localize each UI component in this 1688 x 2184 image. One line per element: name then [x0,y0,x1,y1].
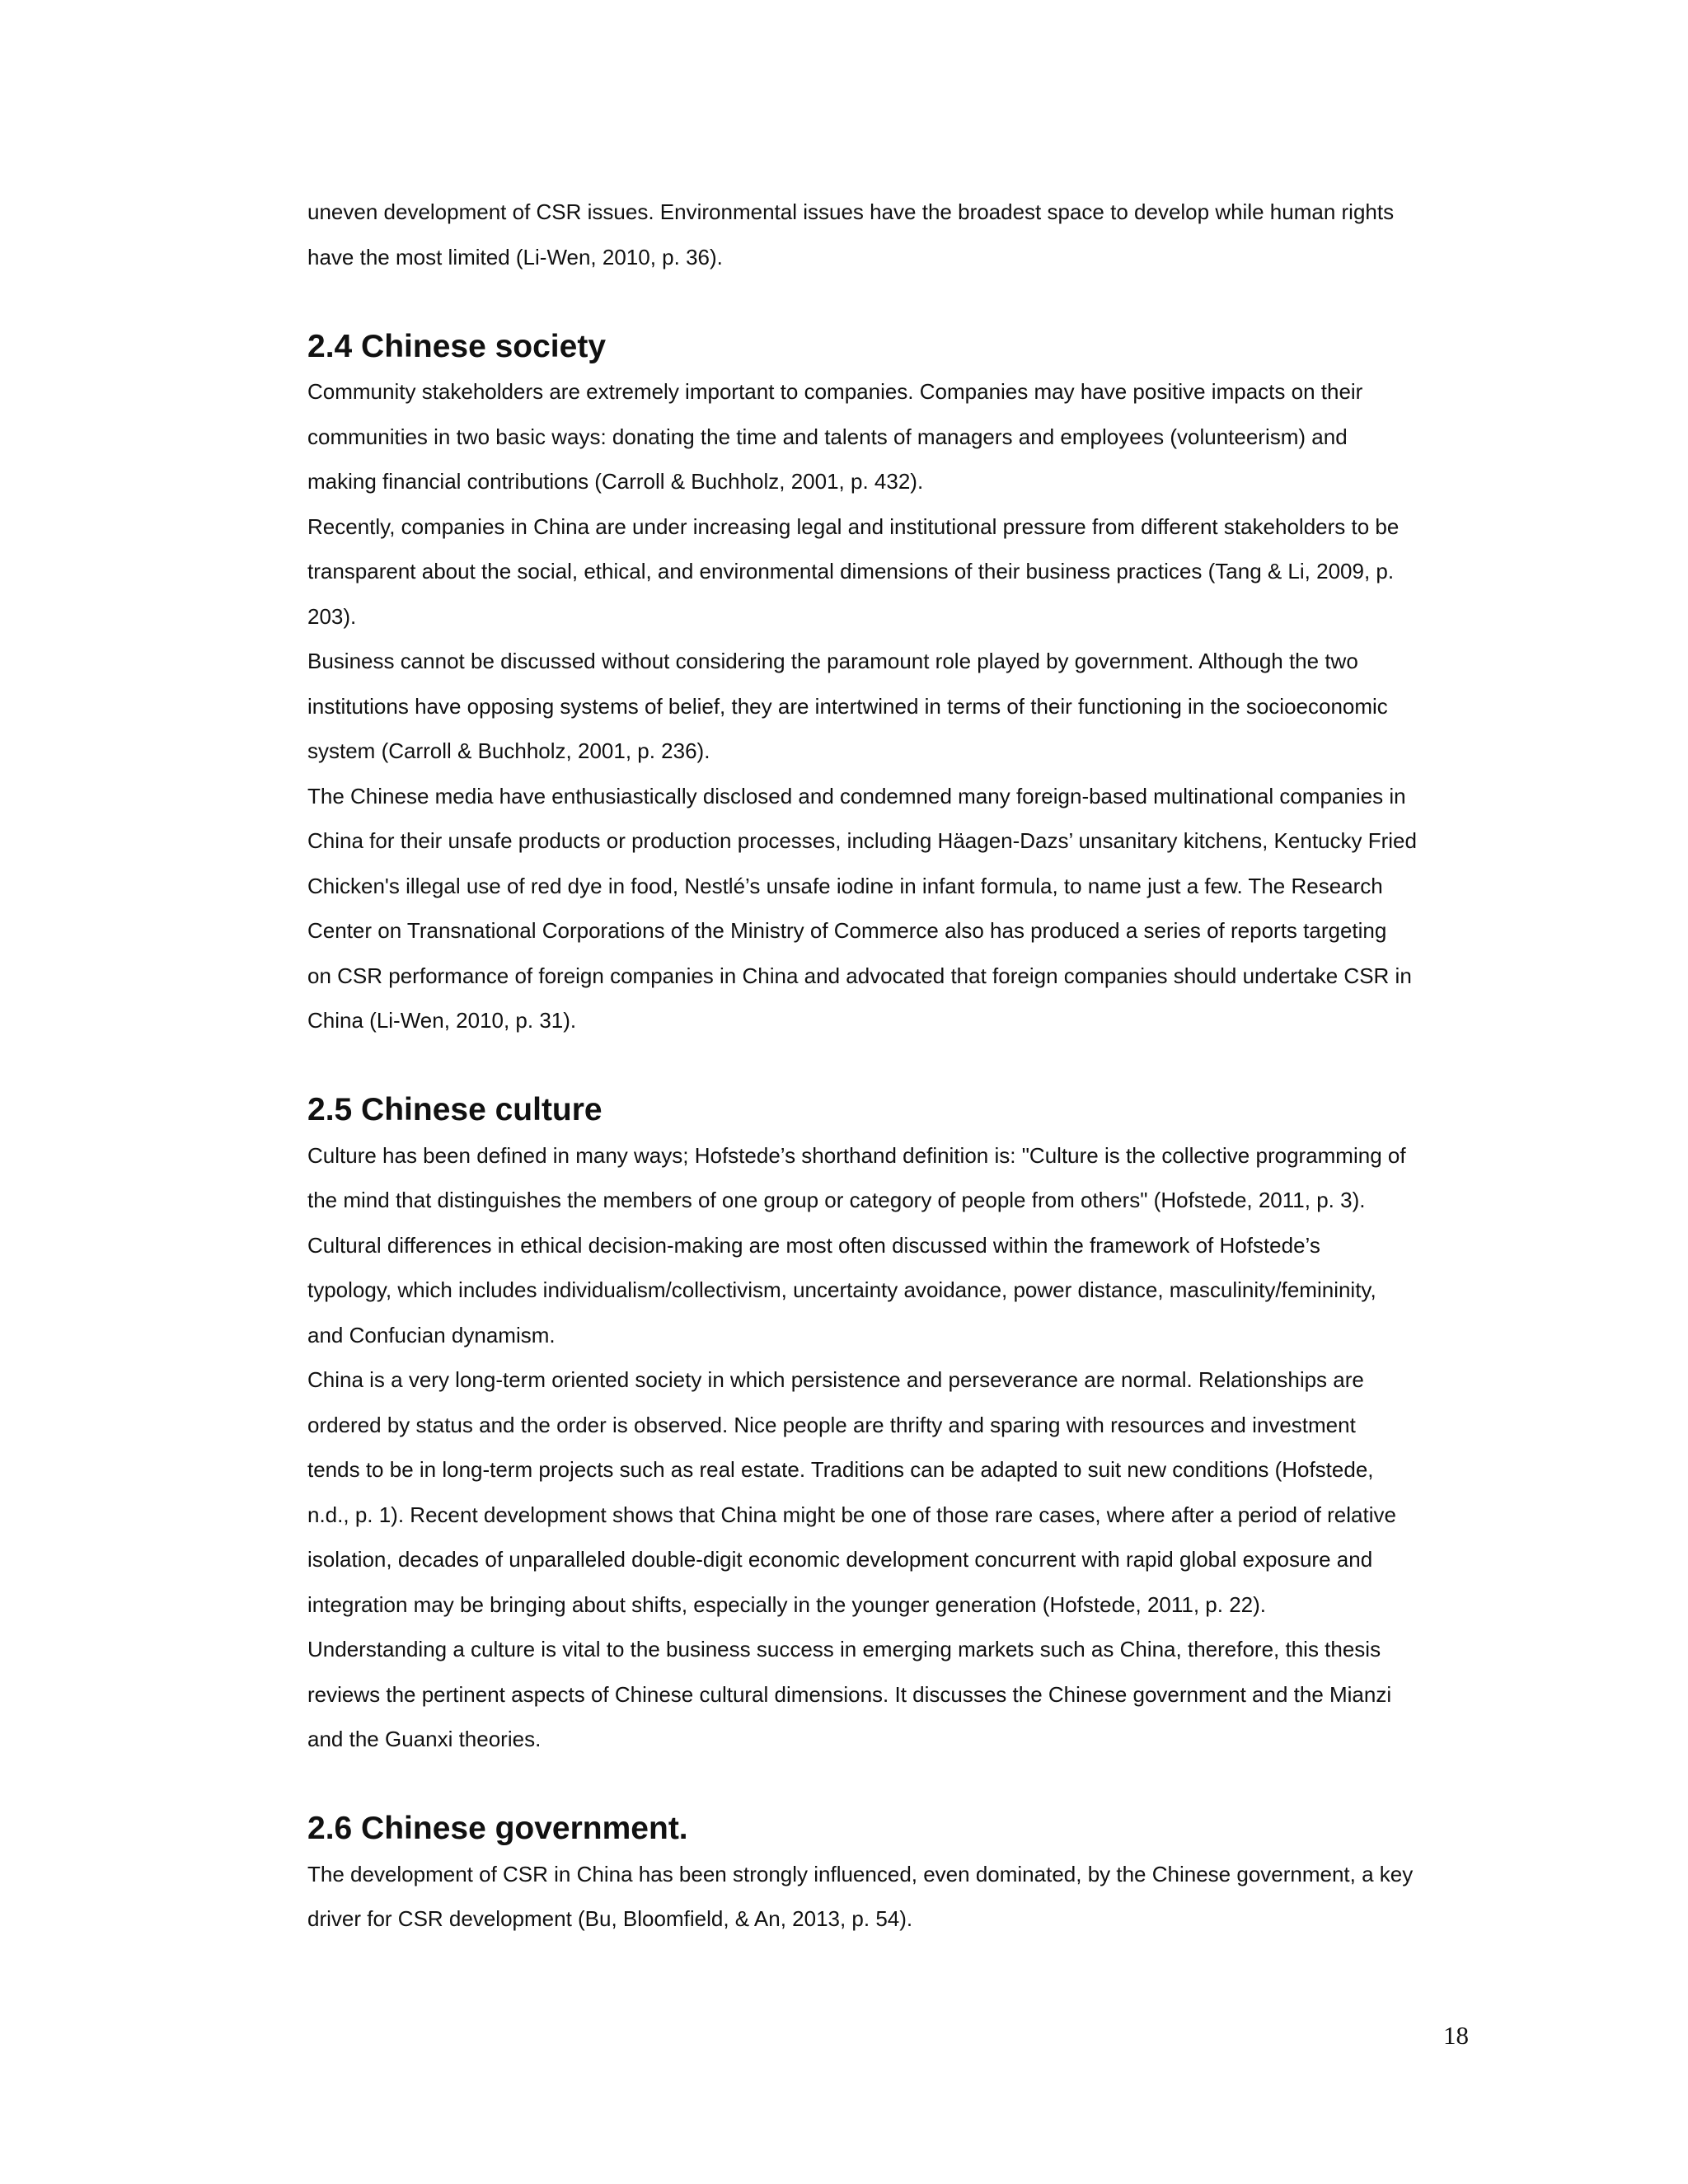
section-spacer [307,1043,1478,1089]
section-chinese-government [307,1807,1478,1942]
opening-paragraph: uneven development of CSR issues. Environmental issues have the broadest space to develop while human rights have the most limited (Li-Wen, 2010, p. 36). [307,199,1395,269]
paragraph-cultural-dimensions: Understanding a culture is vital to the business success in emerging markets such as China, therefore, this thesis reviews the pertinent aspects of Chinese cultural dimensions. It discusses the Chinese government and the Mianzi and the Guanxi theories. [307,1637,1392,1751]
section-chinese-culture [307,1088,1478,1762]
paragraph-government-influence: The development of CSR in China has been strongly influenced, even dominated, by the Chinese government, a key driver for CSR development (Bu, Bloomfield, & An, 2013, p. 54). [307,1861,1414,1931]
paragraph-chinese-media: The Chinese media have enthusiastically disclosed and condemned many foreign-based multinational companies in China for their unsafe products or production processes, including Häagen-Dazs’ unsanitary kitchens, Kentucky Fried Chicken's illegal use of red dye in food, Nestlé’s unsafe iodine in infant formula, to name just a few. The Research Center on Transnational Corporations of the Ministry of Commerce also has produced a series of reports targeting on CSR performance of foreign companies in China and advocated that foreign companies should undertake CSR in China (Li-Wen, 2010, p. 31). [307,783,1417,1033]
paragraph-legal-pressure: Recently, companies in China are under increasing legal and institutional pressure from different stakeholders to be transparent about the social, ethical, and environmental dimensions of their business practices (Tang & Li, 2009, p. 203). [307,513,1400,629]
paragraph-culture-definition: Culture has been defined in many ways; Hofstede’s shorthand definition is: "Culture is the collective programming of the mind that distinguishes the members of one group or category of people from others" (Hofstede, 2011, p. 3). Cultural differences in ethical decision-making are most often discussed within the framework of Hofstede’s typology, which includes individualism/collectivism, uncertainty avoidance, power distance, masculinity/femininity, and Confucian dynamism. [307,1142,1406,1347]
paragraph-community-stakeholders: Community stakeholders are extremely important to companies. Companies may have positive impacts on their communities in two basic ways: donating the time and talents of managers and employees (volunteerism) and making financial contributions (Carroll & Buchholz, 2001, p. 432). [307,379,1363,494]
paragraph-long-term-orientation: China is a very long-term oriented society in which persistence and perseverance are normal. Relationships are ordered by status and the order is observed. Nice people are thrifty and sparing with resources and investment tends to be in long-term projects such as real estate. Traditions can be adapted to suit new conditions (Hofstede, n.d., p. 1). Recent development shows that China might be one of those rare cases, where after a period of relative isolation, decades of unparalleled double-digit economic development concurrent with rapid global exposure and integration may be bringing about shifts, especially in the younger generation (Hofstede, 2011, p. 22). [307,1367,1396,1617]
section-heading-chinese-culture: 2.5 Chinese culture [307,1092,603,1127]
section-spacer [307,279,1478,325]
paragraph-government-role: Business cannot be discussed without considering the paramount role played by government. Although the two institutions have opposing systems of belief, they are intertwined in terms of their functioning in the socioeconomic system (Carroll & Buchholz, 2001, p. 236). [307,649,1388,763]
section-chinese-society [307,325,1478,1043]
section-heading-chinese-society: 2.4 Chinese society [307,328,607,364]
document-page-body [307,190,1478,1942]
section-heading-chinese-government: 2.6 Chinese government. [307,1811,688,1846]
page-number: 18 [1443,2021,1469,2050]
section-spacer [307,1762,1478,1807]
